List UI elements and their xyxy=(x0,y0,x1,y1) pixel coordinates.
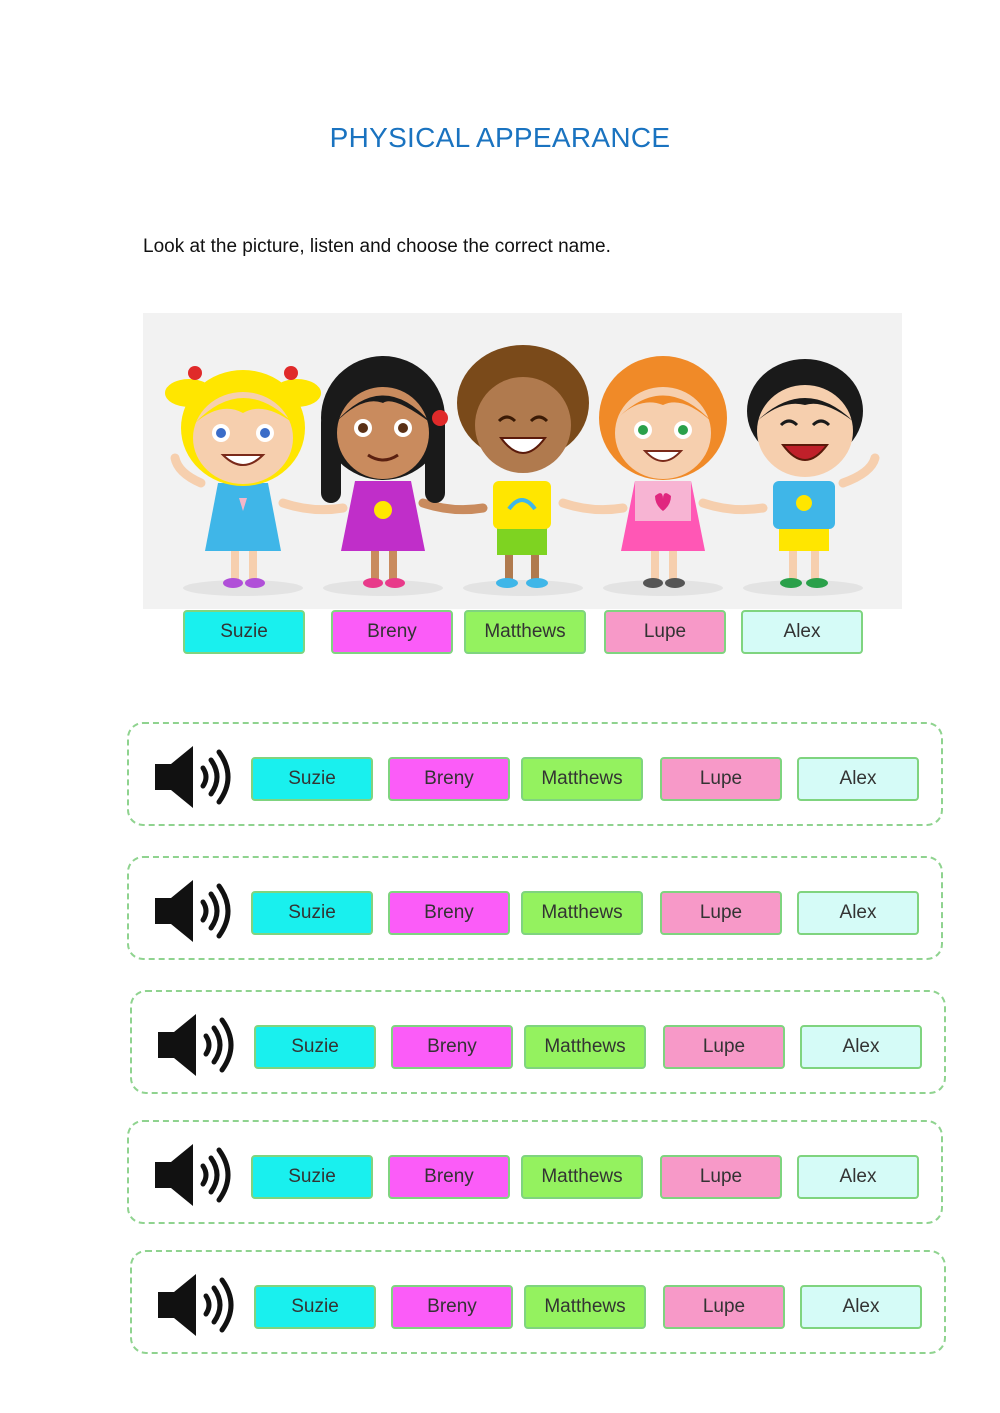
choice-alex[interactable]: Alex xyxy=(800,1025,922,1069)
question-row xyxy=(127,856,943,960)
question-row xyxy=(127,722,943,826)
speaker-icon[interactable] xyxy=(153,878,235,944)
choice-alex[interactable]: Alex xyxy=(797,891,919,935)
instruction-text: Look at the picture, listen and choose the correct name. xyxy=(143,236,611,257)
choice-lupe[interactable]: Lupe xyxy=(660,891,782,935)
choice-suzie[interactable]: Suzie xyxy=(254,1025,376,1069)
choice-alex[interactable]: Alex xyxy=(797,1155,919,1199)
speaker-icon[interactable] xyxy=(153,744,235,810)
choice-suzie[interactable]: Suzie xyxy=(254,1285,376,1329)
choice-lupe[interactable]: Lupe xyxy=(663,1285,785,1329)
question-row xyxy=(130,1250,946,1354)
kid-matthews xyxy=(457,345,589,588)
children-illustration xyxy=(143,313,902,609)
kid-alex xyxy=(747,359,875,588)
kid-breny xyxy=(321,356,448,588)
label-suzie: Suzie xyxy=(183,610,305,654)
choice-breny[interactable]: Breny xyxy=(391,1025,513,1069)
choice-alex[interactable]: Alex xyxy=(797,757,919,801)
choice-matthews[interactable]: Matthews xyxy=(521,1155,643,1199)
name-labels xyxy=(0,610,1000,656)
children-picture xyxy=(143,313,902,609)
choice-lupe[interactable]: Lupe xyxy=(663,1025,785,1069)
label-matthews: Matthews xyxy=(464,610,586,654)
choice-breny[interactable]: Breny xyxy=(388,757,510,801)
choice-breny[interactable]: Breny xyxy=(391,1285,513,1329)
choice-suzie[interactable]: Suzie xyxy=(251,757,373,801)
speaker-icon[interactable] xyxy=(156,1012,238,1078)
question-row xyxy=(127,1120,943,1224)
choice-lupe[interactable]: Lupe xyxy=(660,757,782,801)
kid-lupe xyxy=(599,356,727,588)
choice-matthews[interactable]: Matthews xyxy=(524,1285,646,1329)
kid-suzie xyxy=(165,366,321,588)
choice-breny[interactable]: Breny xyxy=(388,1155,510,1199)
choice-suzie[interactable]: Suzie xyxy=(251,1155,373,1199)
choice-matthews[interactable]: Matthews xyxy=(524,1025,646,1069)
label-alex: Alex xyxy=(741,610,863,654)
choice-matthews[interactable]: Matthews xyxy=(521,891,643,935)
question-row xyxy=(130,990,946,1094)
choice-matthews[interactable]: Matthews xyxy=(521,757,643,801)
choice-alex[interactable]: Alex xyxy=(800,1285,922,1329)
choice-lupe[interactable]: Lupe xyxy=(660,1155,782,1199)
speaker-icon[interactable] xyxy=(153,1142,235,1208)
speaker-icon[interactable] xyxy=(156,1272,238,1338)
choice-suzie[interactable]: Suzie xyxy=(251,891,373,935)
page-title: PHYSICAL APPEARANCE xyxy=(329,122,671,153)
choice-breny[interactable]: Breny xyxy=(388,891,510,935)
label-breny: Breny xyxy=(331,610,453,654)
label-lupe: Lupe xyxy=(604,610,726,654)
